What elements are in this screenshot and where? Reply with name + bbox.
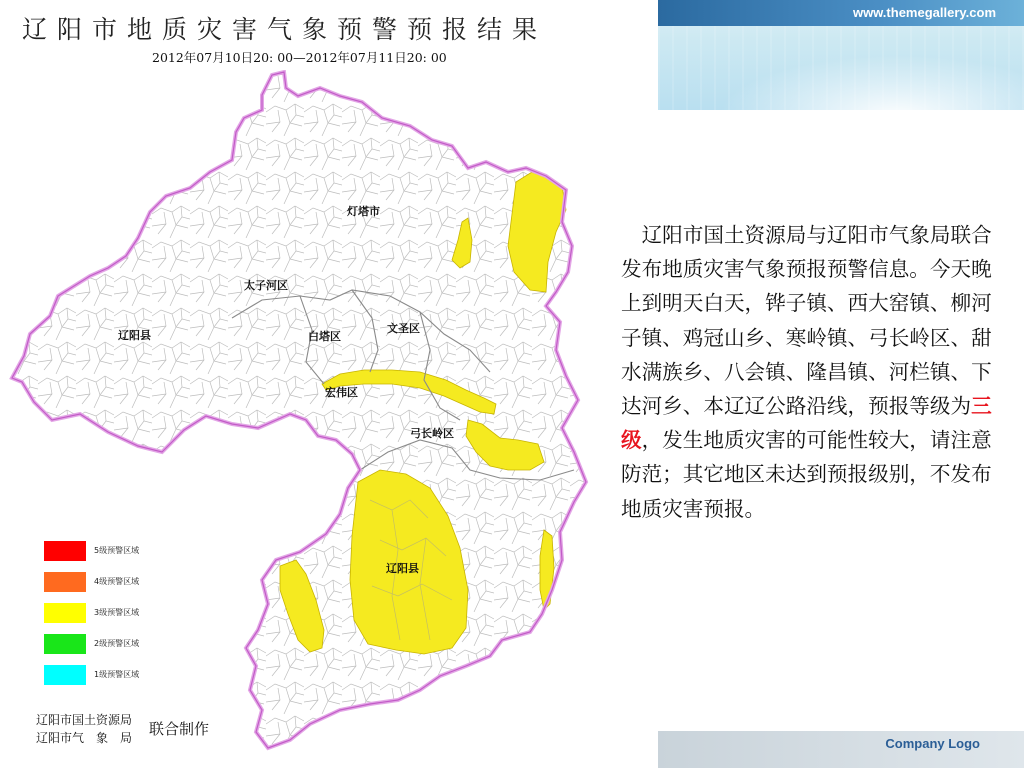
issuer-land-resources: 辽阳市国土资源局 [36, 713, 133, 727]
warning-announcement [621, 218, 999, 526]
announcement-text-after: ，发生地质灾害的可能性较大，请注意防范；其它地区未达到预报级别，不发布地质灾害预报。 [621, 428, 992, 521]
legend-item-level4 [44, 572, 164, 592]
company-logo[interactable]: Company Logo [885, 736, 980, 751]
legend-item-level5 [44, 541, 164, 561]
label-taizihe: 太子河区 [244, 279, 288, 292]
issuing-agencies [36, 711, 132, 747]
label-liaoyang-county-south: 辽阳县 [386, 562, 419, 575]
legend-label: 5级预警区域 [94, 546, 140, 555]
legend-swatch-green [44, 634, 86, 654]
legend-swatch-cyan [44, 665, 86, 685]
forecast-date-range: 2012年07月10日20: 00—2012年07月11日20: 00 [152, 50, 447, 65]
legend-swatch-yellow [44, 603, 86, 623]
label-gongchangling: 弓长岭区 [410, 427, 454, 440]
label-wensheng: 文圣区 [387, 322, 420, 335]
legend-swatch-orange [44, 572, 86, 592]
legend-swatch-red [44, 541, 86, 561]
label-baita: 白塔区 [308, 330, 341, 343]
footer-bar [658, 731, 1024, 768]
header-banner [658, 0, 1024, 110]
legend-label: 3级预警区域 [94, 608, 140, 617]
legend-item-level1 [44, 665, 164, 685]
legend-label: 1级预警区域 [94, 670, 140, 679]
label-dengta: 灯塔市 [347, 205, 380, 218]
legend-item-level2 [44, 634, 164, 654]
website-link[interactable]: www.themegallery.com [852, 5, 996, 20]
issuer-meteorology: 辽阳市气 象 局 [36, 731, 133, 745]
label-hongwei: 宏伟区 [325, 386, 358, 399]
legend-item-level3 [44, 603, 164, 623]
warning-level-highlight: 三级 [621, 394, 992, 453]
page-title: 辽阳市地质灾害气象预警预报结果 [22, 15, 548, 44]
legend-label: 2级预警区域 [94, 639, 140, 648]
joint-production-label: 联合制作 [149, 720, 210, 738]
announcement-text-before: 辽阳市国土资源局与辽阳市气象局联合发布地质灾害气象预报预警信息。今天晚上到明天白天，铧子镇、西大窑镇、柳河子镇、鸡冠山乡、寒岭镇、弓长岭区、甜水满族乡、八会镇、隆昌镇、河栏镇、下达河乡、本辽辽公路沿线，预报等级为 [621, 223, 992, 419]
map-legend [44, 541, 164, 691]
legend-label: 4级预警区域 [94, 577, 140, 586]
label-liaoyang-county-west: 辽阳县 [118, 329, 151, 342]
